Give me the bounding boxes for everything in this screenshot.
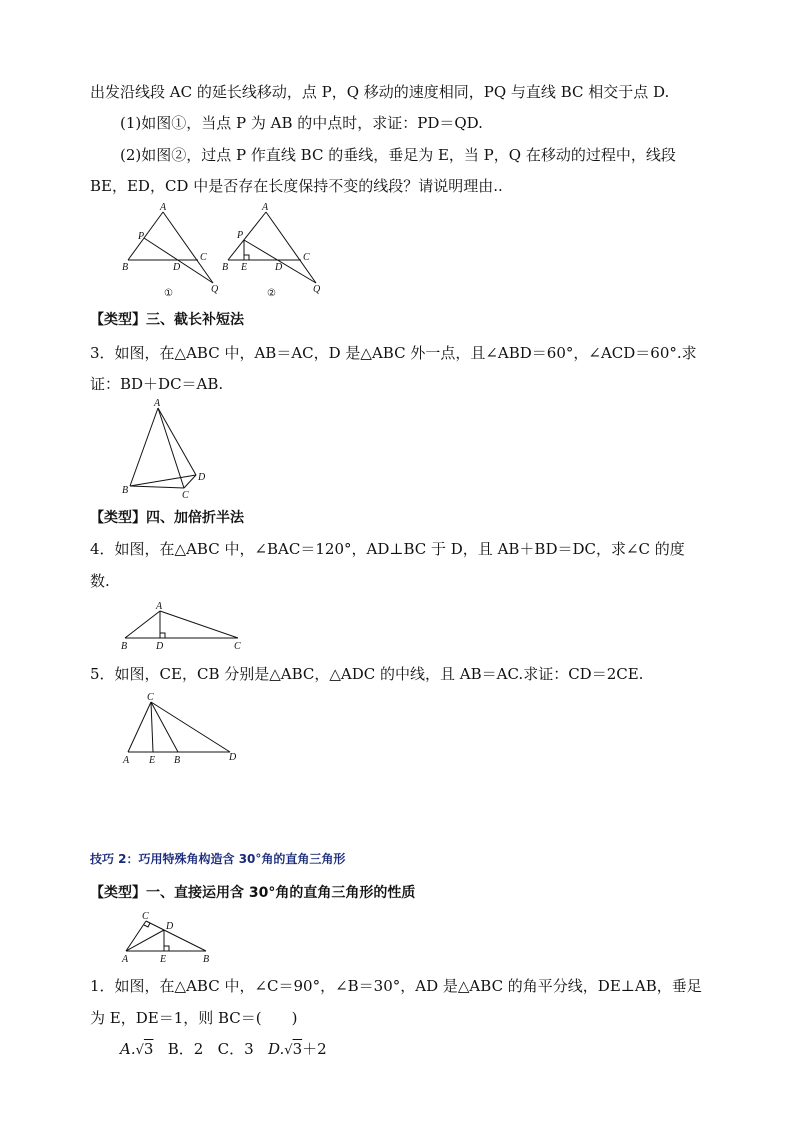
q1-label-b: B (203, 954, 210, 965)
choice-d-tail: ＋2 (302, 1040, 327, 1058)
fig1-label-c: C (200, 252, 207, 263)
intro-line-1: 出发沿线段 AC 的延长线移动，点 P，Q 移动的速度相同，PQ 与直线 BC 相交于点 D. (90, 83, 670, 101)
p5-label-d: D (229, 752, 237, 763)
figure-question-1 (118, 908, 218, 968)
figure-pq-diagram (118, 200, 328, 300)
choice-d[interactable] (268, 1040, 327, 1058)
p3-label-c: C (182, 490, 189, 501)
question-1: (1)如图①，当点 P 为 AB 的中点时，求证：PD＝QD. (120, 114, 483, 132)
p4-label-a: A (156, 601, 163, 612)
fig2-label-e: E (241, 262, 248, 273)
fig2-label-q: Q (313, 284, 321, 295)
problem-3-line-1: 3．如图，在△ABC 中，AB＝AC，D 是△ABC 外一点，且∠ABD＝60°，∠ACD＝60°.求 (90, 344, 697, 362)
p4-label-b: B (121, 641, 128, 652)
fig1-label-q: Q (211, 284, 219, 295)
problem-3-line-2: 证：BD＋DC＝AB. (90, 375, 224, 393)
fig2-label-c: C (303, 252, 310, 263)
fig2-caption: ② (267, 288, 276, 299)
fig1-label-d: D (173, 262, 181, 273)
p3-label-b: B (122, 485, 129, 496)
p3-label-a: A (154, 398, 161, 409)
figure-1 (128, 212, 213, 283)
fig2-label-p: P (237, 230, 244, 241)
question-2-line-2: BE，ED，CD 中是否存在长度保持不变的线段？请说明理由.. (90, 177, 503, 195)
fig2-label-a: A (262, 202, 269, 213)
p3-label-d: D (198, 472, 206, 483)
figure-problem-5 (118, 690, 248, 770)
choice-b[interactable]: B．2 (167, 1040, 204, 1058)
question-1-line-1: 1．如图，在△ABC 中，∠C＝90°，∠B＝30°，AD 是△ABC 的角平分线，DE⊥AB，垂足 (90, 977, 702, 995)
question-1-line-2: 为 E，DE＝1，则 BC＝( ) (90, 1009, 298, 1027)
question-2-line-1: (2)如图②，过点 P 作直线 BC 的垂线，垂足为 E，当 P，Q 在移动的过程中，线段 (120, 146, 676, 164)
answer-choices (120, 1038, 327, 1062)
fig1-label-a: A (160, 202, 167, 213)
fig2-label-b: B (222, 262, 229, 273)
type-3-heading: 【类型】三、截长补短法 (90, 312, 244, 328)
p5-label-a: A (123, 755, 130, 766)
p4-label-d: D (156, 641, 164, 652)
p4-label-c: C (234, 641, 241, 652)
type-4-heading: 【类型】四、加倍折半法 (90, 510, 244, 526)
q1-label-a: A (122, 954, 129, 965)
choice-a[interactable] (120, 1040, 153, 1058)
fig1-label-p: P (138, 231, 145, 242)
choice-a-label: A. (120, 1040, 136, 1058)
problem-4-line-2: 数. (90, 572, 110, 590)
fig2-label-d: D (275, 262, 283, 273)
choice-a-radicand: 3 (143, 1040, 154, 1058)
fig1-label-b: B (122, 262, 129, 273)
type-1-heading: 【类型】一、直接运用含 30°角的直角三角形的性质 (90, 885, 416, 901)
p5-label-e: E (149, 755, 156, 766)
figure-problem-4 (118, 598, 248, 653)
sqrt-icon: √ (135, 1043, 144, 1058)
choice-d-radicand: 3 (292, 1040, 303, 1058)
p5-label-c: C (147, 692, 154, 703)
fig1-caption: ① (164, 288, 173, 299)
q1-label-e: E (160, 954, 167, 965)
choice-d-label: D. (268, 1040, 285, 1058)
technique-2-title: 技巧 2：巧用特殊角构造含 30°角的直角三角形 (90, 852, 346, 866)
choice-c[interactable]: C．3 (217, 1040, 254, 1058)
figure-problem-3 (118, 398, 218, 503)
q1-label-d: D (166, 921, 174, 932)
problem-5-line-1: 5．如图，CE，CB 分别是△ABC，△ADC 的中线，且 AB＝AC.求证：CD＝2CE. (90, 665, 644, 683)
q1-label-c: C (142, 911, 149, 922)
sqrt-icon: √ (284, 1043, 293, 1058)
problem-4-line-1: 4．如图，在△ABC 中，∠BAC＝120°，AD⊥BC 于 D，且 AB＋BD＝DC，求∠C 的度 (90, 540, 685, 558)
p5-label-b: B (174, 755, 181, 766)
